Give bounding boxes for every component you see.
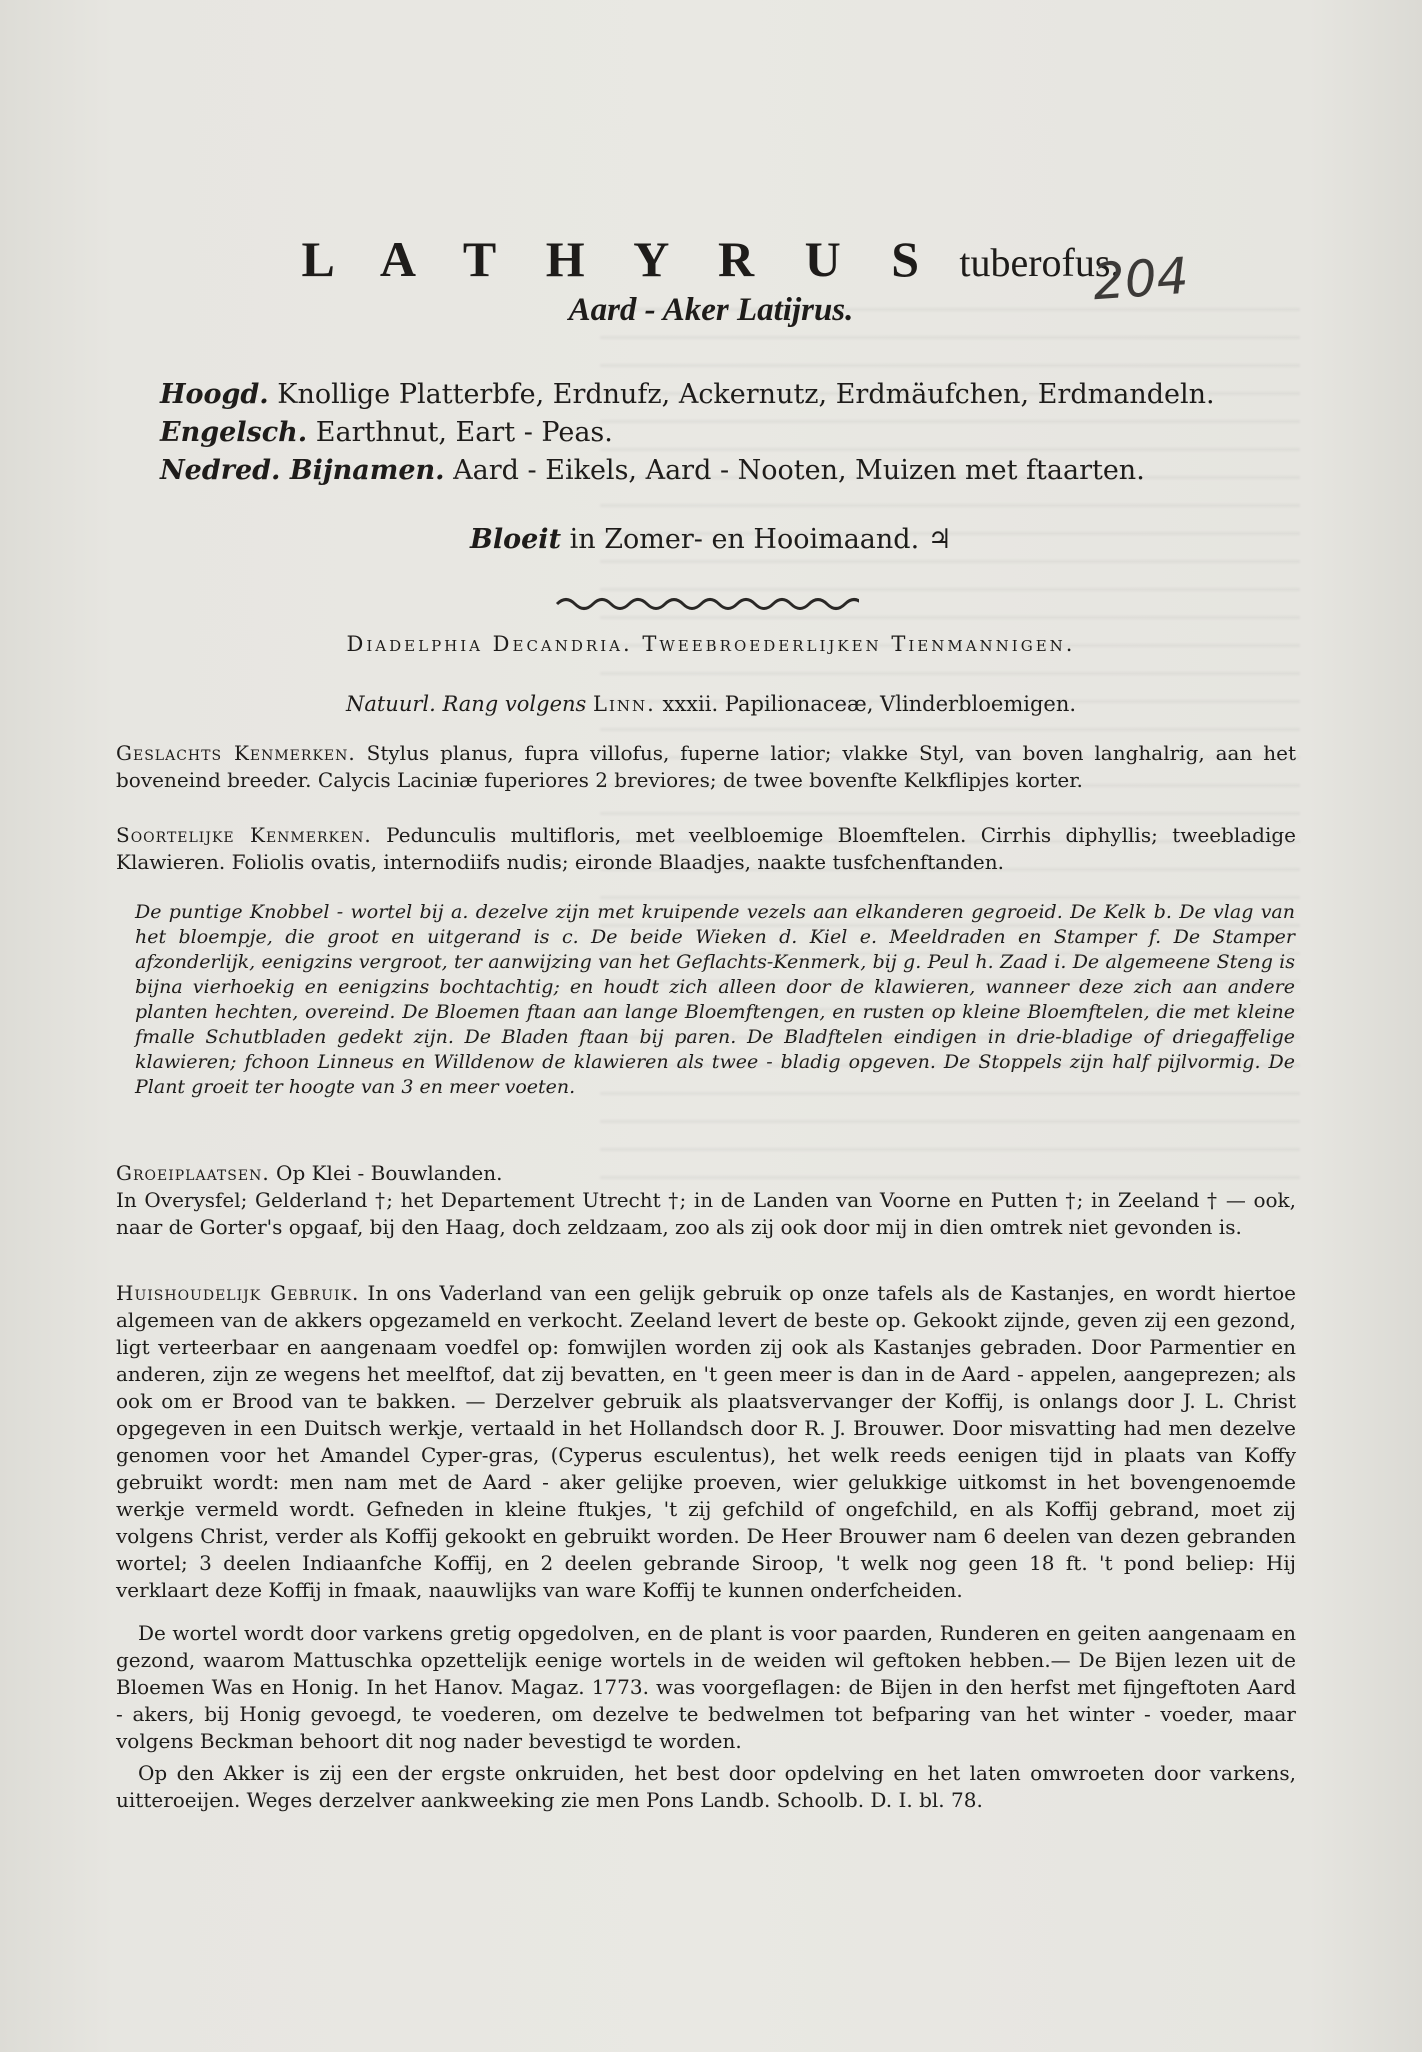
title-block: [0, 230, 1422, 329]
section-label: Soortelijke Kenmerken.: [116, 823, 372, 847]
handwritten-number: 204: [1091, 246, 1191, 312]
section-label: Groeiplaatsen.: [116, 1161, 270, 1185]
habitat-intro: Op Klei - Bouwlanden.: [276, 1161, 503, 1185]
name-text: Knollige Platterbfe, Erdnufz, Ackernutz, Erdmäufchen, Erdmandeln.: [277, 379, 1215, 410]
species-name: tuberofus.: [959, 240, 1121, 285]
genus-name: L A T H Y R U S: [301, 231, 939, 287]
rank-author: Linn.: [593, 692, 656, 716]
genus-characteristics: [116, 740, 1296, 794]
name-label: Nedred. Bijnamen.: [160, 455, 445, 486]
section-text: In ons Vaderland van een gelijk gebruik op onze tafels als de Kastanjes, en wordt hiertoe algemeen van de akkers opgezameld en verkocht. Zeeland levert de beste op. Gekookt zijnde, geven zij een gezond, ligt verteerbaar en aangenaam voedfel op: fomwijlen worden zij ook als Kastanjes gebraden. Door Parmentier en anderen, zijn ze wegens het meelftof, dat zij bevatten, en 't geen meer is dan in de Aard - appelen, aangeprezen; als ook om er Brood van te bakken. — Derzelver gebruik als plaatsvervanger der Koffij, is onlangs door J. L. Christ opgegeven in een Duitsch werkje, vertaald in het Hollandsch door R. J. Brouwer. Door misvatting had men dezelve genomen voor het Amandel Cyper-gras, (Cyperus esculentus), het welk reeds eenigen tijd in plaats van Koffy gebruikt wordt: men nam met de Aard - aker gelijke proeven, wier gelukkige uitkomst in het bovengenoemde werkje vermeld wordt. Gefneden in kleine ftukjes, 't zij gefchild of ongefchild, en als Koffij gebrand, moet zij volgens Christ, verder als Koffij gekookt en gebruikt worden. De Heer Brouwer nam 6 deelen van dezen gebranden wortel; 3 deelen Indiaanfche Koffij, en 2 deelen gebrande Siroop, 't welk nog geen 18 ft. 't pond beliep: Hij verklaart deze Koffij in fmaak, naauwlijks van ware Koffij te kunnen onderfcheiden.: [116, 1281, 1297, 1602]
name-line-hoogd: [160, 376, 1280, 414]
name-line-engelsch: [160, 414, 1280, 452]
rank-text: xxxii. Papilionaceæ, Vlinderbloemigen.: [662, 692, 1077, 716]
animal-use-paragraph: De wortel wordt door varkens gretig opgedolven, en de plant is voor paarden, Runderen en geiten aangenaam en gezond, waarom Mattuschka opzettelijk eenige wortels in de weiden wil geftoken hebben.— De Bijen lezen uit de Bloemen Was en Honig. In het Hanov. Magaz. 1773. was voorgeflagen: de Bijen in den herfst met fijngeftoten Aard - akers, bij Honig gevoegd, te voederen, om dezelve te bedwelmen tot befparing van het winter - voeder, maar volgens Beckman behoort dit nog nader bevestigd te worden.: [116, 1621, 1296, 1753]
flowering-line: [0, 524, 1422, 555]
section-label: Huishoudelijk Gebruik.: [116, 1281, 360, 1305]
name-label: Engelsch.: [160, 417, 308, 448]
natural-rank: [0, 692, 1422, 716]
classification: Diadelphia Decandria. Tweebroederlijken Tienmannigen.: [346, 632, 1076, 656]
habitats: [116, 1160, 1296, 1241]
name-text: Aard - Eikels, Aard - Nooten, Muizen met ftaarten.: [453, 455, 1145, 486]
flowering-label: Bloeit: [470, 524, 562, 555]
section-label: Geslachts Kenmerken.: [116, 741, 356, 765]
name-label: Hoogd.: [160, 379, 269, 410]
ornament-divider: [553, 594, 859, 614]
title-line: [0, 230, 1422, 288]
rank-label: Natuurl. Rang volgens: [345, 692, 587, 716]
habitat-text: In Overysfel; Gelderland †; het Departement Utrecht †; in de Landen van Voorne en Putten †; in Zeeland † — ook, naar de Gorter's opgaaf, bij den Haag, doch zeldzaam, zoo als zij ook door mij in dien omtrek niet gevonden is.: [116, 1188, 1296, 1239]
section-text: Pedunculis multifloris, met veelbloemige Bloemftelen. Cirrhis diphyllis; tweebladige Klawieren. Foliolis ovatis, internodiifs nudis; eironde Blaadjes, naakte tusfchenftanden.: [116, 823, 1296, 874]
section-text: Stylus planus, fupra villofus, fuperne latior; vlakke Styl, van boven langhalrig, aan het boveneind breeder. Calycis Laciniæ fuperiores 2 breviores; de twee bovenfte Kelkflipjes korter.: [116, 741, 1297, 792]
vernacular-names: [160, 376, 1280, 490]
common-name: Aard - Aker Latijrus.: [568, 292, 854, 328]
flowering-text: in Zomer- en Hooimaand. ♃: [569, 524, 952, 555]
species-characteristics: [116, 822, 1296, 876]
household-use: [116, 1280, 1296, 1604]
weed-paragraph: Op den Akker is zij een der ergste onkruiden, het best door opdelving en het laten omwroeten door varkens, uitteroeijen. Weges derzelver aankweeking zie men Pons Landb. Schoolb. D. I. bl. 78.: [116, 1761, 1296, 1812]
name-line-nedred: [160, 452, 1280, 490]
name-text: Earthnut, Eart - Peas.: [315, 417, 613, 448]
plate-description: De puntige Knobbel - wortel bij a. dezelve zijn met kruipende vezels aan elkanderen gegroeid. De Kelk b. De vlag van het bloempje, die groot en uitgerand is c. De beide Wieken d. Kiel e. Meeldraden en Stamper f. De Stamper afzonderlijk, eenigzins vergroot, ter aanwijzing van het Geflachts-Kenmerk, bij g. Peul h. Zaad i. De algemeene Steng is bijna vierhoekig en eenigzins bochtachtig; en houdt zich alleen door de klawieren, wanneer deze zich aan andere planten hechten, overeind. De Bloemen ftaan aan lange Bloemftengen, en rusten op kleine Bloemftelen, die met kleine fmalle Schutbladen gedekt zijn. De Bladen ftaan bij paren. De Bladftelen eindigen in drie-bladige of driegaffelige klawieren; fchoon Linneus en Willdenow de klawieren als twee - bladig opgeven. De Stoppels zijn half pijlvormig. De Plant groeit ter hoogte van 3 en meer voeten.: [135, 901, 1295, 1098]
